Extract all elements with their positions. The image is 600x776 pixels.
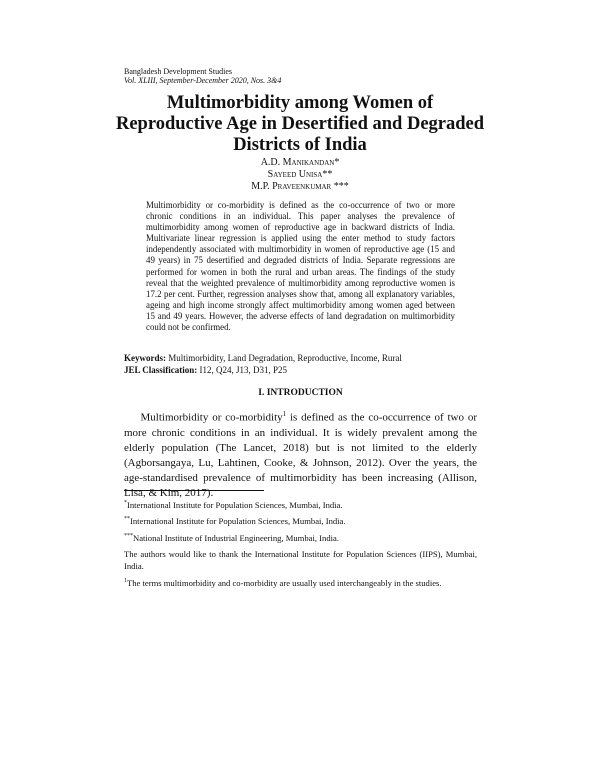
title-line: Districts of India xyxy=(233,135,367,155)
section-heading: I. INTRODUCTION xyxy=(258,388,343,398)
journal-header xyxy=(124,67,281,85)
footnote: ***National Institute of Industrial Engineering, Mumbai, India. xyxy=(124,532,339,543)
author-2: Sayeed Unisa** xyxy=(267,169,333,180)
footnote-ref: 1 xyxy=(282,410,287,418)
footnote-divider xyxy=(124,490,264,491)
journal-name: Bangladesh Development Studies xyxy=(124,67,232,76)
journal-volume: Vol. XLIII, September-December 2020, Nos. 3&4 xyxy=(124,76,282,85)
footnote: **International Institute for Population Sciences, Mumbai, India. xyxy=(124,516,346,527)
jel-label: JEL Classification: xyxy=(124,365,198,375)
footnote: The authors would like to thank the International Institute for Population Sciences (IIPS), Mumbai, India. xyxy=(124,548,477,572)
author-3: M.P. Praveenkumar *** xyxy=(251,181,349,192)
footnotes xyxy=(124,497,477,591)
keywords-value: Multimorbidity, Land Degradation, Reproductive, Income, Rural xyxy=(166,353,402,363)
title-line: Multimorbidity among Women of xyxy=(166,93,434,113)
author-1: A.D. Manikandan* xyxy=(260,157,340,168)
footnote: $^1$The terms multimorbidity and co-morbidity are usually used interchangeably in the studies. xyxy=(124,577,442,588)
paper-title xyxy=(110,93,490,156)
author-list xyxy=(200,157,400,193)
intro-paragraph: Multimorbidity or co-morbidity$^1$ is defined as the co-occurrence of two or more chronic conditions in an individual. It is widely prevalent among the elderly population (The Lancet, 2018) but is not limited to the elderly (Agborsangaya, Lu, Lahtinen, Cooke, & Johnson, 2012). Over the years, the age-standardised prevalence of multimorbidity has been increasing (Allison, Lisa, & Kim, 2017). xyxy=(124,410,477,499)
jel-classification xyxy=(124,364,287,376)
footnote: *International Institute for Population Sciences, Mumbai, India. xyxy=(124,499,343,510)
title-line: Reproductive Age in Desertified and Degraded xyxy=(115,114,485,134)
abstract: Multimorbidity or co-morbidity is defined as the co-occurrence of two or more chronic conditions in an individual. This paper analyses the prevalence of multimorbidity among women of reproductive age in backward districts of India. Multivariate linear regression is applied using the enter method to study factors independently associated with multimorbidity in women of reproductive age (15 and 49 years) in 75 desertified and degraded districts of India. Separate regressions are performed for women in both the rural and urban areas. The findings of the study reveal that the weighted prevalence of multimorbidity among reproductive women is 17.2 per cent. Further, regression analyses show that, among all explanatory variables, ageing and high income strongly affect multimorbidity among women aged between 15 and 49 years. However, the adverse effects of land degradation on multimorbidity could not be confirmed. xyxy=(146,200,455,333)
jel-value: I12, Q24, J13, D31, P25 xyxy=(197,365,288,375)
keywords xyxy=(124,352,402,364)
keywords-label: Keywords: xyxy=(124,353,166,363)
